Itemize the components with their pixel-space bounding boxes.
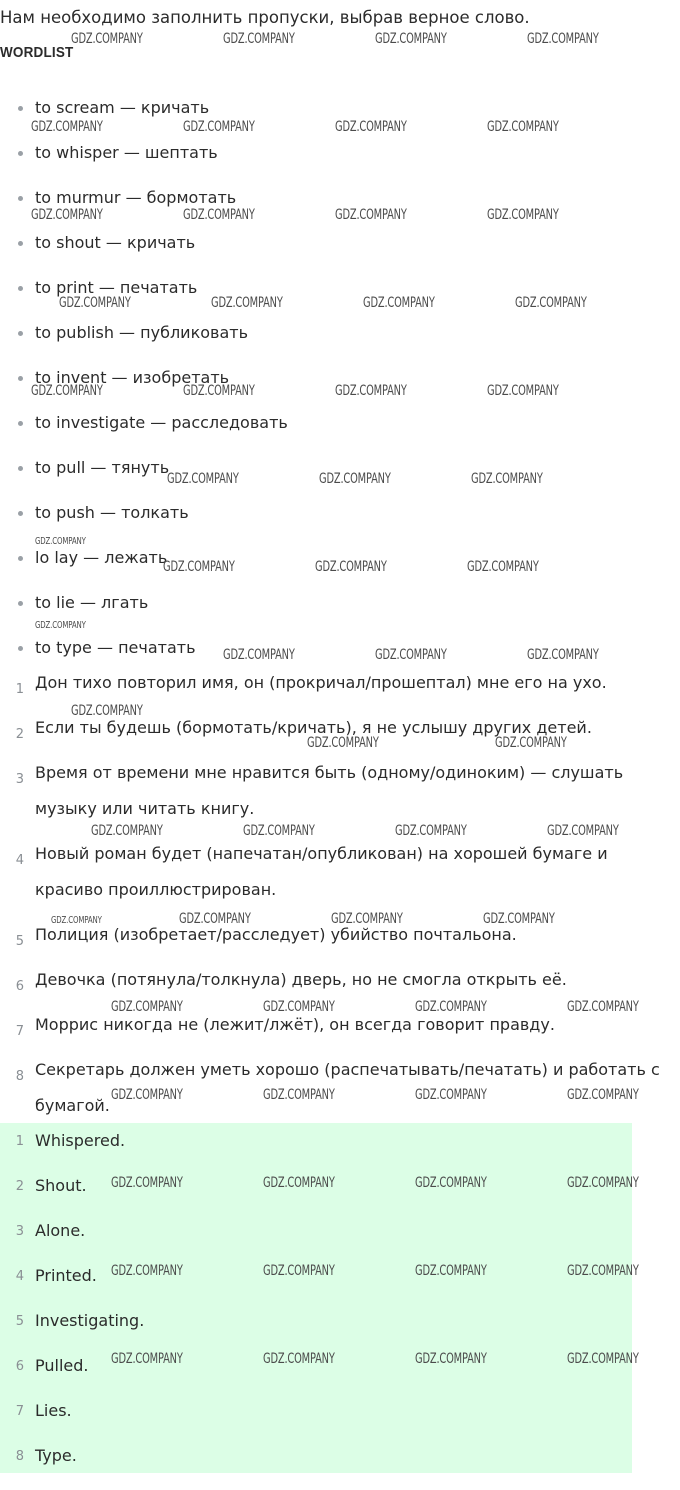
wordlist-item: to print — печатать (0, 277, 680, 322)
wordlist-item: to publish — публиковать (0, 322, 680, 367)
answer-item (0, 1400, 680, 1445)
intro-text: Нам необходимо заполнить пропуски, выбрав верное слово. (0, 8, 530, 27)
watermark-text: GDZ.COMPANY (363, 295, 435, 311)
watermark-text: GDZ.COMPANY (91, 823, 163, 839)
watermark-text: GDZ.COMPANY (31, 207, 103, 223)
watermark-text: GDZ.COMPANY (375, 31, 447, 47)
watermark-text: GDZ.COMPANY (167, 471, 239, 487)
answer-item (0, 1445, 680, 1490)
question-text: Время от времени мне нравится быть (одному/одиноким) — слушать музыку или читать книгу. (35, 763, 624, 818)
bullet-icon (18, 601, 23, 606)
watermark-text: GDZ.COMPANY (307, 735, 379, 751)
question-item (0, 917, 680, 953)
watermark-text: GDZ.COMPANY (223, 647, 295, 663)
watermark-text: GDZ.COMPANY (111, 1263, 183, 1279)
watermark-text: GDZ.COMPANY (467, 559, 539, 575)
bullet-icon (18, 151, 23, 156)
item-number: 6 (15, 1359, 24, 1374)
watermark-text: GDZ.COMPANY (567, 1351, 639, 1367)
watermark-text: GDZ.COMPANY (567, 999, 639, 1015)
bullet-icon (18, 466, 23, 471)
item-number: 3 (15, 1224, 24, 1239)
watermark-text: GDZ.COMPANY (415, 1351, 487, 1367)
bullet-icon (18, 376, 23, 381)
item-number: 3 (15, 772, 24, 787)
watermark-text: GDZ.COMPANY (415, 1087, 487, 1103)
answer-item (0, 1175, 680, 1220)
wordlist-item: to invent — изобретать (0, 367, 680, 412)
wordlist-item: to shout — кричать (0, 232, 680, 277)
bullet-icon (18, 106, 23, 111)
watermark-text: GDZ.COMPANY (71, 31, 143, 47)
wordlist-item: to scream — кричать (0, 97, 680, 142)
item-number: 6 (15, 979, 24, 994)
answer-item (0, 1220, 680, 1265)
watermark-text: GDZ.COMPANY (263, 1263, 335, 1279)
question-text: Если ты будешь (бормотать/кричать), я не услышу других детей. (35, 718, 592, 737)
watermark-text: GDZ.COMPANY (223, 31, 295, 47)
item-number: 8 (15, 1069, 24, 1084)
watermark-text: GDZ.COMPANY (71, 703, 143, 719)
wordlist-item: to whisper — шептать (0, 142, 680, 187)
wordlist-item: to pull — тянуть (0, 457, 680, 502)
watermark-text: GDZ.COMPANY (163, 559, 235, 575)
watermark-text: GDZ.COMPANY (487, 207, 559, 223)
watermark-text: GDZ.COMPANY (471, 471, 543, 487)
answer-text: Lies. (35, 1401, 72, 1420)
item-number: 7 (15, 1404, 24, 1419)
watermark-text: GDZ.COMPANY (263, 1351, 335, 1367)
watermark-text: GDZ.COMPANY (263, 1087, 335, 1103)
answer-list (0, 1130, 680, 1490)
wordlist (0, 97, 680, 682)
question-item (0, 710, 680, 746)
watermark-text: GDZ.COMPANY (183, 207, 255, 223)
answer-item (0, 1355, 680, 1400)
item-number: 2 (15, 1179, 24, 1194)
wordlist-item: to investigate — расследовать (0, 412, 680, 457)
watermark-text: GDZ.COMPANY (335, 207, 407, 223)
wordlist-item: to push — толкать (0, 502, 680, 547)
wordlist-item: to murmur — бормотать (0, 187, 680, 232)
watermark-text: GDZ.COMPANY (111, 1087, 183, 1103)
watermark-text: GDZ.COMPANY (487, 119, 559, 135)
answer-text: Alone. (35, 1221, 86, 1240)
question-text: Полиция (изобретает/расследует) убийство почтальона. (35, 925, 517, 944)
question-text: Дон тихо повторил имя, он (прокричал/прошептал) мне его на ухо. (35, 673, 607, 692)
item-number: 2 (15, 727, 24, 742)
watermark-text: GDZ.COMPANY (335, 383, 407, 399)
watermark-text: GDZ.COMPANY (179, 911, 251, 927)
bullet-icon (18, 421, 23, 426)
watermark-text: GDZ.COMPANY (395, 823, 467, 839)
answer-text: Shout. (35, 1176, 87, 1195)
question-text: Новый роман будет (напечатан/опубликован) на хорошей бумаге и красиво проиллюстрирован. (35, 844, 608, 899)
question-text: Секретарь должен уметь хорошо (распечатывать/печатать) и работать с бумагой. (35, 1060, 660, 1115)
watermark-text: GDZ.COMPANY (527, 647, 599, 663)
watermark-text: GDZ.COMPANY (567, 1087, 639, 1103)
watermark-text: GDZ.COMPANY (567, 1263, 639, 1279)
watermark-text: GDZ.COMPANY (211, 295, 283, 311)
wordlist-item: lo lay — лежать (0, 547, 680, 592)
watermark-text: GDZ.COMPANY (243, 823, 315, 839)
question-text: Девочка (потянула/толкнула) дверь, но не смогла открыть её. (35, 970, 567, 989)
watermark-text: GDZ.COMPANY (415, 999, 487, 1015)
watermark-text: GDZ.COMPANY (415, 1263, 487, 1279)
watermark-text: GDZ.COMPANY (31, 383, 103, 399)
answer-text: Investigating. (35, 1311, 145, 1330)
question-item (0, 836, 680, 908)
bullet-icon (18, 331, 23, 336)
item-number: 4 (15, 1269, 24, 1284)
watermark-text: GDZ.COMPANY (183, 383, 255, 399)
wordlist-item: to type — печатать (0, 637, 680, 682)
question-item (0, 665, 680, 701)
bullet-icon (18, 196, 23, 201)
item-number: 5 (15, 934, 24, 949)
question-item (0, 1007, 680, 1043)
item-number: 8 (15, 1449, 24, 1464)
watermark-text: GDZ.COMPANY (515, 295, 587, 311)
watermark-text: GDZ.COMPANY (547, 823, 619, 839)
watermark-text: GDZ.COMPANY (331, 911, 403, 927)
watermark-text: GDZ.COMPANY (375, 647, 447, 663)
watermark-text: GDZ.COMPANY (111, 1175, 183, 1191)
watermark-text: GDZ.COMPANY (31, 119, 103, 135)
answer-text: Pulled. (35, 1356, 89, 1375)
watermark-text: GDZ.COMPANY (51, 915, 102, 926)
question-item (0, 962, 680, 998)
watermark-text: GDZ.COMPANY (487, 383, 559, 399)
bullet-icon (18, 286, 23, 291)
watermark-text: GDZ.COMPANY (111, 1351, 183, 1367)
watermark-text: GDZ.COMPANY (527, 31, 599, 47)
item-number: 5 (15, 1314, 24, 1329)
answer-item (0, 1265, 680, 1310)
watermark-text: GDZ.COMPANY (335, 119, 407, 135)
item-number: 4 (15, 853, 24, 868)
watermark-text: GDZ.COMPANY (415, 1175, 487, 1191)
watermark-text: GDZ.COMPANY (35, 620, 86, 631)
watermark-text: GDZ.COMPANY (59, 295, 131, 311)
watermark-text: GDZ.COMPANY (183, 119, 255, 135)
question-item (0, 1052, 680, 1124)
item-number: 1 (15, 682, 24, 697)
wordlist-item: to lie — лгать (0, 592, 680, 637)
answer-text: Whispered. (35, 1131, 126, 1150)
watermark-text: GDZ.COMPANY (111, 999, 183, 1015)
watermark-text: GDZ.COMPANY (567, 1175, 639, 1191)
item-number: 1 (15, 1134, 24, 1149)
item-number: 7 (15, 1024, 24, 1039)
watermark-text: GDZ.COMPANY (35, 536, 86, 547)
watermark-text: GDZ.COMPANY (263, 999, 335, 1015)
watermark-text: GDZ.COMPANY (319, 471, 391, 487)
answer-text: Printed. (35, 1266, 97, 1285)
watermark-text: GDZ.COMPANY (495, 735, 567, 751)
bullet-icon (18, 646, 23, 651)
answer-item (0, 1130, 680, 1175)
watermark-text: GDZ.COMPANY (483, 911, 555, 927)
watermark-text: GDZ.COMPANY (315, 559, 387, 575)
bullet-icon (18, 511, 23, 516)
bullet-icon (18, 556, 23, 561)
answer-text: Type. (35, 1446, 77, 1465)
wordlist-heading: WORDLIST (0, 44, 74, 61)
question-item (0, 755, 680, 827)
question-text: Моррис никогда не (лежит/лжёт), он всегда говорит правду. (35, 1015, 555, 1034)
watermark-text: GDZ.COMPANY (263, 1175, 335, 1191)
bullet-icon (18, 241, 23, 246)
answer-item (0, 1310, 680, 1355)
question-list (0, 672, 680, 1140)
